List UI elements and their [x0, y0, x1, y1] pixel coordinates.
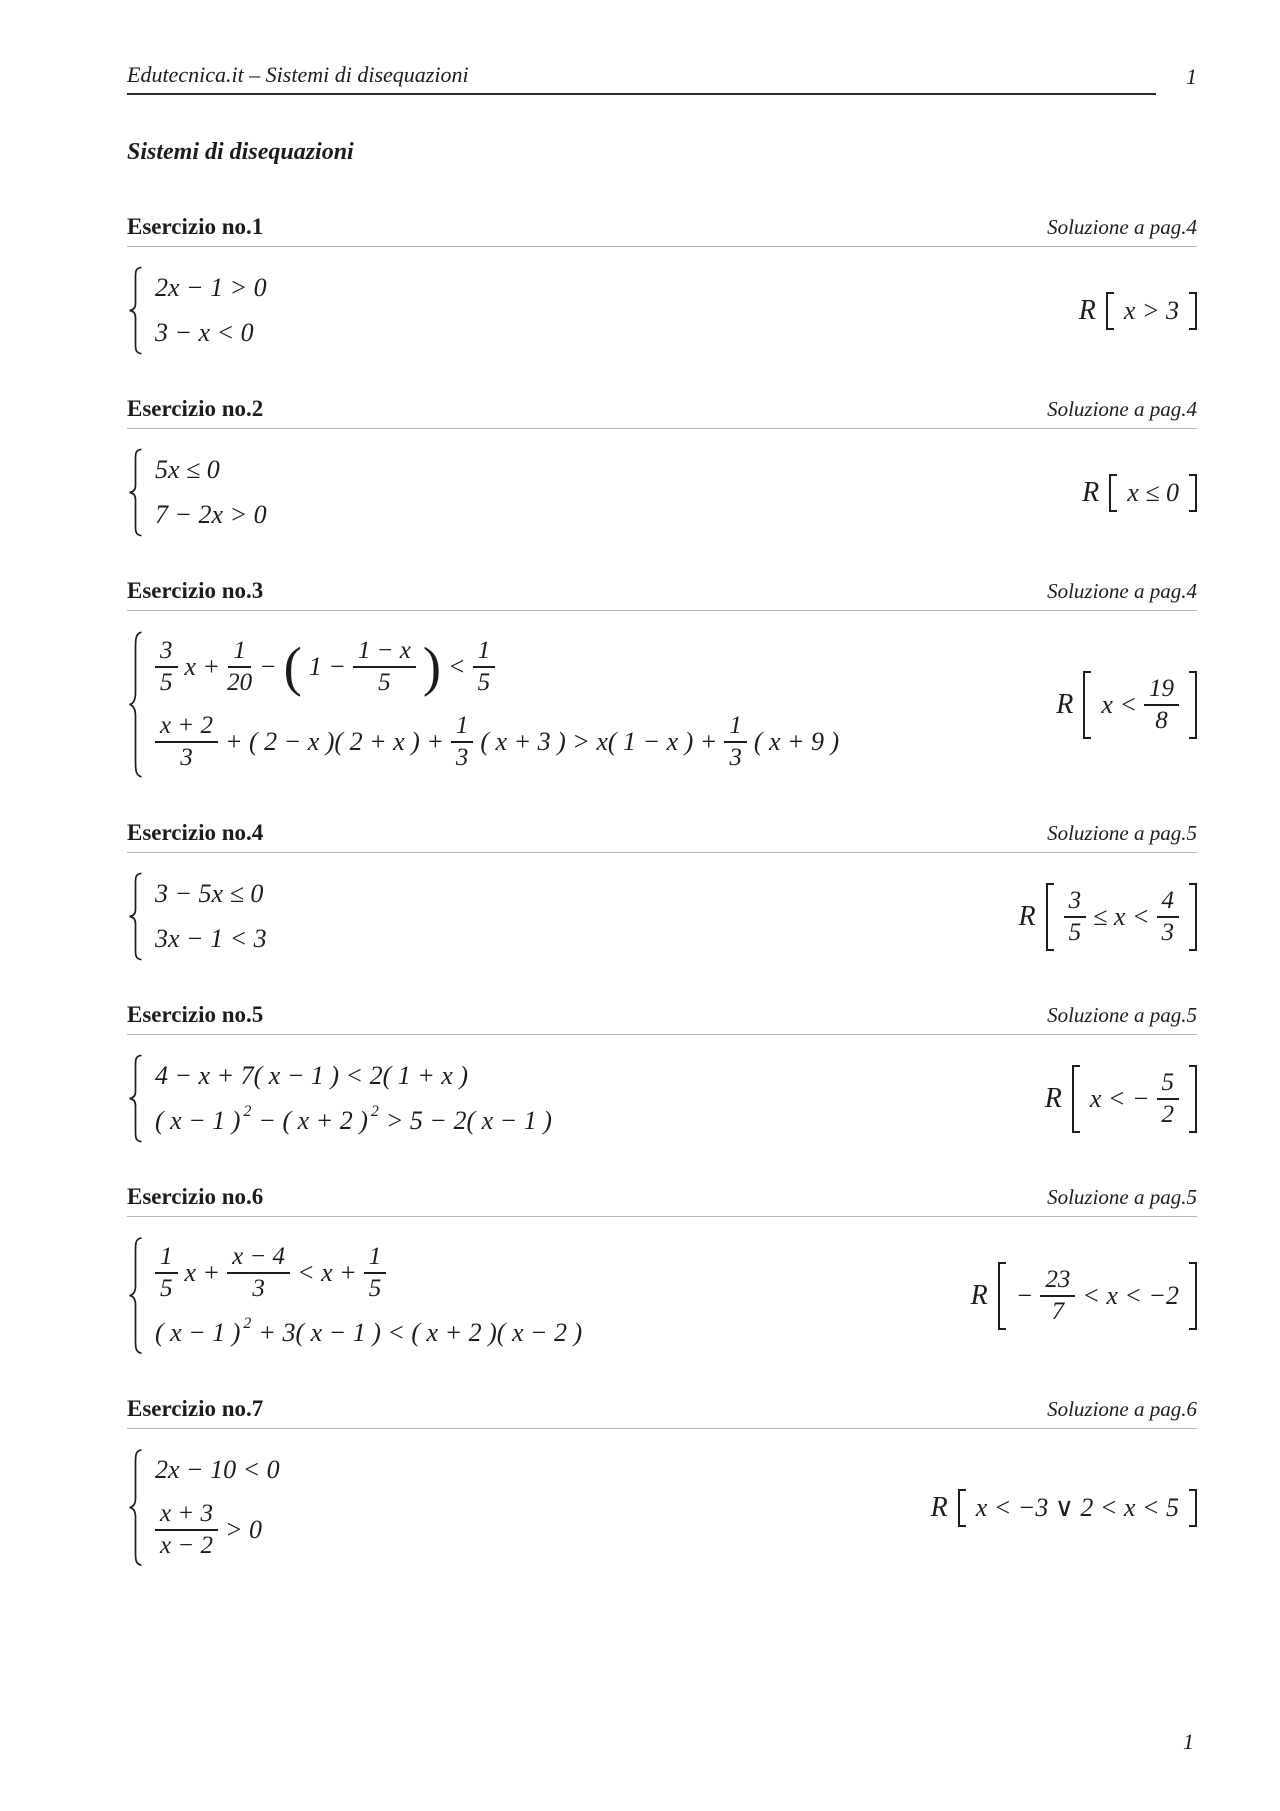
result-expression	[1124, 474, 1182, 512]
denominator: 3	[729, 744, 742, 771]
exercise-heading	[127, 214, 1197, 247]
math-text: 5x ≤ 0	[155, 455, 220, 484]
denominator: 3	[180, 744, 193, 771]
superscript: 2	[370, 1103, 379, 1120]
denominator: 20	[227, 669, 253, 696]
result-expression	[1087, 1065, 1182, 1133]
denominator: 3	[252, 1275, 265, 1302]
result	[1079, 292, 1197, 330]
system-line-1	[155, 879, 267, 909]
right-bracket	[1189, 1262, 1197, 1330]
curly-brace	[127, 266, 144, 355]
denominator: 5	[1068, 918, 1082, 946]
system-lines	[155, 637, 839, 772]
result	[1019, 883, 1197, 951]
denominator: 5	[477, 669, 491, 696]
system-lines	[155, 1061, 552, 1136]
solution-reference: Soluzione a pag.4	[1047, 579, 1197, 603]
numerator: 1	[473, 637, 496, 668]
exercise-body	[127, 879, 1197, 954]
numerator: x − 4	[227, 1243, 290, 1274]
system-line-1	[155, 1243, 582, 1303]
math-text: 3 − x < 0	[155, 318, 254, 347]
result-prefix: R	[1056, 688, 1074, 720]
inequality-system	[127, 273, 267, 348]
fraction	[353, 637, 416, 697]
exercise-label: Esercizio no.6	[127, 1184, 264, 1209]
exercise-label: Esercizio no.7	[127, 1396, 264, 1421]
math-text: < x +	[297, 1258, 357, 1287]
numerator: 1	[155, 1243, 178, 1274]
math-text: + 3( x − 1 ) < ( x + 2 )( x − 2 )	[258, 1318, 583, 1347]
denominator: 8	[1155, 706, 1168, 734]
exercise-2	[127, 396, 1197, 530]
exercise-label: Esercizio no.1	[127, 214, 264, 239]
math-text: 1 −	[308, 652, 346, 681]
math-text: ( x − 1 )	[155, 1106, 241, 1135]
math-text: x ≤ 0	[1127, 477, 1179, 507]
right-bracket	[1189, 292, 1197, 330]
exercise-label: Esercizio no.3	[127, 578, 264, 603]
result-prefix: R	[1082, 476, 1100, 508]
math-text: 2x − 1 > 0	[155, 273, 267, 302]
inequality-system	[127, 455, 267, 530]
right-bracket	[1189, 1065, 1197, 1133]
math-text: x +	[184, 1258, 221, 1287]
curly-brace	[127, 1448, 144, 1567]
math-text: + ( 2 − x )( 2 + x ) +	[224, 727, 444, 756]
result-expression	[973, 1489, 1182, 1527]
exercise-body	[127, 637, 1197, 772]
exercise-body	[127, 1455, 1197, 1560]
numerator: 1	[228, 637, 251, 668]
left-bracket	[958, 1489, 966, 1527]
fraction	[364, 1243, 387, 1303]
header-title: Edutecnica.it – Sistemi di disequazioni	[127, 62, 469, 87]
denominator: 3	[1161, 918, 1174, 946]
numerator: 1	[724, 712, 747, 743]
exercise-body	[127, 1243, 1197, 1348]
numerator: 3	[155, 637, 178, 668]
exercise-body	[127, 1061, 1197, 1136]
system-lines	[155, 455, 267, 530]
curly-brace	[127, 630, 144, 779]
math-text: 3 − 5x ≤ 0	[155, 879, 264, 908]
denominator: 7	[1051, 1297, 1065, 1325]
system-line-1	[155, 273, 267, 303]
right-bracket	[1189, 474, 1197, 512]
numerator: 5	[1157, 1069, 1180, 1100]
system-line-1	[155, 637, 839, 697]
math-text: − ( x + 2 )	[258, 1106, 368, 1135]
solution-reference: Soluzione a pag.6	[1047, 1397, 1197, 1421]
denominator: 2	[1161, 1100, 1174, 1128]
numerator: x + 3	[155, 1500, 218, 1531]
exercise-label: Esercizio no.4	[127, 820, 264, 845]
math-text: ≤ x <	[1093, 901, 1150, 931]
result	[931, 1489, 1197, 1527]
result	[1056, 671, 1197, 739]
denominator: 3	[455, 744, 469, 771]
exercise-label: Esercizio no.2	[127, 396, 264, 421]
denominator: x − 2	[160, 1532, 213, 1559]
system-lines	[155, 1243, 582, 1348]
system-lines	[155, 1455, 280, 1560]
curly-brace	[127, 1054, 144, 1143]
result	[971, 1262, 1197, 1330]
math-text: > 0	[224, 1515, 263, 1544]
math-text: −	[259, 652, 277, 681]
math-text: 7 − 2x > 0	[155, 500, 267, 529]
math-text: 2x − 10 < 0	[155, 1455, 280, 1484]
math-text: −	[1015, 1280, 1034, 1310]
exercise-heading	[127, 578, 1197, 611]
system-line-1	[155, 455, 267, 485]
page-title: Sistemi di disequazioni	[127, 139, 354, 165]
math-text: 4 − x + 7( x − 1 ) < 2( 1 + x )	[155, 1061, 468, 1090]
numerator: x + 2	[155, 712, 218, 743]
fraction	[1157, 1069, 1180, 1129]
left-bracket	[1046, 883, 1054, 951]
curly-brace	[127, 448, 144, 537]
fraction	[227, 1243, 290, 1303]
numerator: 1	[451, 712, 474, 743]
fraction	[1040, 1266, 1075, 1326]
numerator: 1 − x	[353, 637, 416, 668]
result	[1082, 474, 1197, 512]
left-bracket	[998, 1262, 1006, 1330]
exercise-heading	[127, 820, 1197, 853]
fraction	[155, 1243, 178, 1303]
math-text: ( x + 3 ) > x( 1 − x ) +	[480, 727, 718, 756]
fraction	[451, 712, 474, 772]
left-bracket	[1106, 292, 1114, 330]
denominator: 5	[378, 669, 391, 696]
exercise-heading	[127, 1396, 1197, 1429]
system-lines	[155, 273, 267, 348]
numerator: 23	[1040, 1266, 1075, 1297]
math-text: < x < −2	[1082, 1280, 1179, 1310]
numerator: 4	[1157, 887, 1180, 918]
math-text: <	[448, 652, 466, 681]
solution-reference: Soluzione a pag.5	[1047, 1185, 1197, 1209]
inequality-system	[127, 879, 267, 954]
system-line-2	[155, 1315, 583, 1348]
system-line-2	[155, 318, 267, 348]
result-prefix: R	[930, 1491, 948, 1523]
fraction	[1144, 675, 1179, 735]
curly-brace	[127, 1236, 144, 1355]
denominator: 5	[160, 669, 173, 696]
fraction	[155, 637, 178, 697]
right-bracket	[1189, 883, 1197, 951]
math-text: ( x + 9 )	[753, 727, 840, 756]
exercise-5	[127, 1002, 1197, 1136]
result-prefix: R	[1044, 1082, 1062, 1114]
exercise-7	[127, 1396, 1197, 1560]
inequality-system	[127, 637, 839, 772]
exercise-4	[127, 820, 1197, 954]
system-line-2	[155, 924, 267, 954]
system-line-2	[155, 1500, 280, 1560]
fraction	[473, 637, 496, 697]
exercise-heading	[127, 1002, 1197, 1035]
system-line-2	[155, 500, 267, 530]
math-text: x <	[1101, 689, 1137, 719]
solution-reference: Soluzione a pag.5	[1047, 1003, 1197, 1027]
result-prefix: R	[1018, 900, 1036, 932]
fraction	[155, 712, 218, 772]
header-page-number: 1	[1186, 64, 1197, 89]
document-header	[127, 62, 1197, 95]
denominator: 5	[160, 1275, 173, 1302]
left-bracket	[1109, 474, 1117, 512]
result-expression	[1098, 671, 1182, 739]
inequality-system	[127, 1455, 280, 1560]
left-bracket	[1072, 1065, 1080, 1133]
numerator: 19	[1144, 675, 1179, 706]
inequality-system	[127, 1243, 582, 1348]
solution-reference: Soluzione a pag.4	[1047, 397, 1197, 421]
math-text: x < −3 ∨ 2 < x < 5	[975, 1492, 1179, 1522]
fraction	[724, 712, 747, 772]
system-line-1	[155, 1455, 280, 1485]
inequality-system	[127, 1061, 552, 1136]
math-text: x +	[184, 652, 221, 681]
math-text: > 5 − 2( x − 1 )	[385, 1106, 552, 1135]
result-expression	[1121, 292, 1182, 330]
result-prefix: R	[970, 1279, 988, 1311]
numerator: 3	[1064, 887, 1087, 918]
big-paren: (	[283, 636, 302, 698]
fraction	[1157, 887, 1180, 947]
system-line-1	[155, 1061, 552, 1091]
result	[1045, 1065, 1197, 1133]
exercise-body	[127, 455, 1197, 530]
exercise-heading	[127, 1184, 1197, 1217]
fraction	[155, 1500, 218, 1560]
math-text: x > 3	[1123, 295, 1179, 325]
denominator: 5	[368, 1275, 382, 1302]
solution-reference: Soluzione a pag.5	[1047, 821, 1197, 845]
footer-page-number: 1	[1183, 1729, 1194, 1754]
header-rule	[127, 62, 1156, 95]
system-line-2	[155, 1103, 552, 1136]
superscript: 2	[243, 1315, 252, 1332]
result-prefix: R	[1078, 294, 1096, 326]
superscript: 2	[243, 1103, 252, 1120]
exercise-heading	[127, 396, 1197, 429]
math-text: 3x − 1 < 3	[155, 924, 267, 953]
curly-brace	[127, 872, 144, 961]
exercise-label: Esercizio no.5	[127, 1002, 264, 1027]
exercise-body	[127, 273, 1197, 348]
result-expression	[1061, 883, 1182, 951]
system-lines	[155, 879, 267, 954]
fraction	[1064, 887, 1087, 947]
right-bracket	[1189, 671, 1197, 739]
exercise-1	[127, 214, 1197, 348]
numerator: 1	[364, 1243, 387, 1274]
system-line-2	[155, 712, 839, 772]
right-bracket	[1189, 1489, 1197, 1527]
fraction	[227, 637, 252, 697]
math-text: ( x − 1 )	[155, 1318, 241, 1347]
exercise-3	[127, 578, 1197, 772]
left-bracket	[1083, 671, 1091, 739]
result-expression	[1013, 1262, 1182, 1330]
exercise-6	[127, 1184, 1197, 1348]
solution-reference: Soluzione a pag.4	[1047, 215, 1197, 239]
math-text: x < −	[1089, 1083, 1150, 1113]
big-paren: )	[422, 636, 442, 698]
